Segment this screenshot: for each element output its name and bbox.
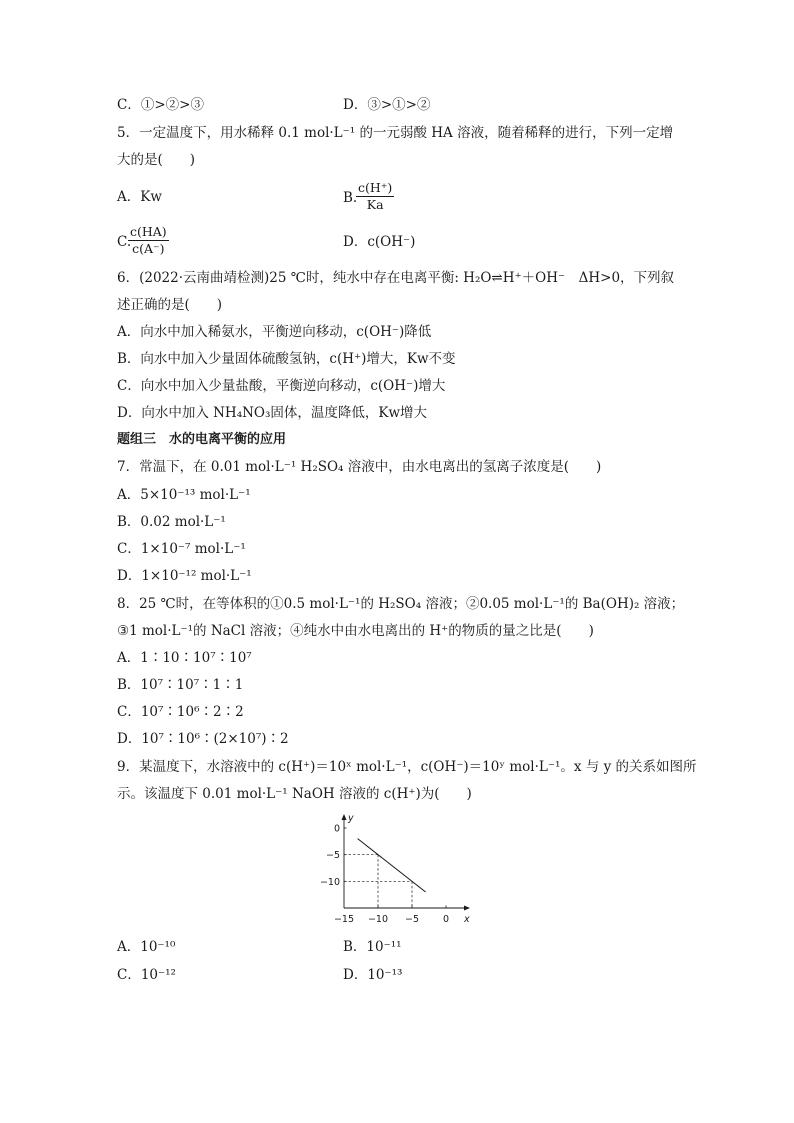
q6-option-a: A．向水中加入稀氨水，平衡逆向移动，c(OH⁻)降低 — [117, 324, 432, 340]
x-tick-label: −15 — [333, 914, 355, 925]
q5-stem-line1: 5．一定温度下，用水稀释 0.1 mol·L⁻¹ 的一元弱酸 HA 溶液，随着稀释的进行，下列一定增 — [117, 125, 674, 141]
q9-stem-line1: 9．某温度下，水溶液中的 c(H⁺)＝10ˣ mol·L⁻¹，c(OH⁻)＝10ʸ mol·L⁻¹。x 与 y 的关系如图所 — [117, 759, 697, 775]
q7-option-d: D．1×10⁻¹² mol·L⁻¹ — [117, 568, 252, 584]
q5-option-b-numerator: c(H⁺) — [358, 180, 393, 195]
x-axis-arrow — [464, 906, 470, 911]
q8-option-c: C．10⁷∶10⁶∶2∶2 — [117, 704, 244, 720]
y-axis-label: y — [348, 813, 354, 824]
q5-option-c-numerator: c(HA) — [130, 224, 167, 239]
y-tick-label: −10 — [319, 876, 340, 888]
q7-stem: 7．常温下，在 0.01 mol·L⁻¹ H₂SO₄ 溶液中，由水电离出的氢离子浓度是( ) — [117, 459, 602, 475]
q6-stem-line2: 述正确的是( ) — [117, 297, 223, 313]
y-axis-arrow — [342, 814, 347, 820]
q7-option-a: A．5×10⁻¹³ mol·L⁻¹ — [117, 487, 251, 503]
q9-option-d: D．10⁻¹³ — [343, 967, 403, 983]
q4-option-c: C．①>②>③ — [117, 97, 204, 113]
x-tick-label: 0 — [442, 914, 450, 925]
chart-guides — [344, 855, 412, 908]
x-tick-label: −5 — [404, 914, 420, 925]
xy-relation-chart — [318, 812, 478, 930]
q6-stem-line1: 6．(2022·云南曲靖检测)25 ℃时，纯水中存在电离平衡: H₂O⇌H⁺＋OH⁻ ΔH>0，下列叙 — [117, 270, 675, 286]
q9-stem-line2: 示。该温度下 0.01 mol·L⁻¹ NaOH 溶液的 c(H⁺)为( ) — [117, 786, 472, 802]
q8-stem-line1: 8．25 ℃时，在等体积的①0.5 mol·L⁻¹的 H₂SO₄ 溶液；②0.05 mol·L⁻¹的 Ba(OH)₂ 溶液； — [117, 596, 685, 612]
q8-option-d: D．10⁷∶10⁶∶(2×10⁷)∶2 — [117, 731, 289, 747]
chart-series — [358, 839, 426, 892]
q7-option-c: C．1×10⁻⁷ mol·L⁻¹ — [117, 541, 246, 557]
q5-stem-line2: 大的是( ) — [117, 152, 196, 168]
q9-option-c: C．10⁻¹² — [117, 967, 176, 983]
q7-option-b: B．0.02 mol·L⁻¹ — [117, 514, 226, 530]
q5-option-c-label: C. — [117, 234, 132, 250]
q5-option-b-denominator: Ka — [366, 197, 384, 212]
section-title: 题组三 水的电离平衡的应用 — [117, 432, 287, 447]
q8-option-b: B．10⁷∶10⁷∶1∶1 — [117, 677, 244, 693]
q8-option-a: A．1∶10∶10⁷∶10⁷ — [117, 650, 252, 666]
series-line — [358, 839, 426, 892]
y-tick-label: −5 — [325, 850, 340, 862]
q5-option-b-label: B. — [343, 190, 358, 206]
q6-option-d: D．向水中加入 NH₄NO₃固体，温度降低，Kw增大 — [117, 405, 428, 421]
q6-option-c: C．向水中加入少量盐酸，平衡逆向移动，c(OH⁻)增大 — [117, 378, 446, 394]
y-tick-label: 0 — [333, 823, 340, 835]
x-tick-label: −10 — [367, 914, 389, 925]
q9-option-a: A．10⁻¹⁰ — [117, 939, 176, 955]
chart-axes — [342, 814, 471, 911]
x-axis-label: x — [464, 914, 470, 925]
q5-option-b-fraction — [356, 180, 394, 213]
q8-stem-line2: ③1 mol·L⁻¹的 NaCl 溶液；④纯水中由水电离出的 H⁺的物质的量之比是( ) — [117, 623, 594, 639]
q5-option-a: A．Kw — [117, 189, 162, 205]
q5-option-c-denominator: c(A⁻) — [132, 241, 165, 256]
q6-option-b: B．向水中加入少量固体硫酸氢钠，c(H⁺)增大，Kw不变 — [117, 351, 456, 367]
q5-option-c-fraction — [128, 224, 169, 257]
q5-option-d: D．c(OH⁻) — [343, 234, 416, 250]
q4-option-d: D．③>①>② — [343, 97, 431, 113]
q9-option-b: B．10⁻¹¹ — [343, 939, 402, 955]
